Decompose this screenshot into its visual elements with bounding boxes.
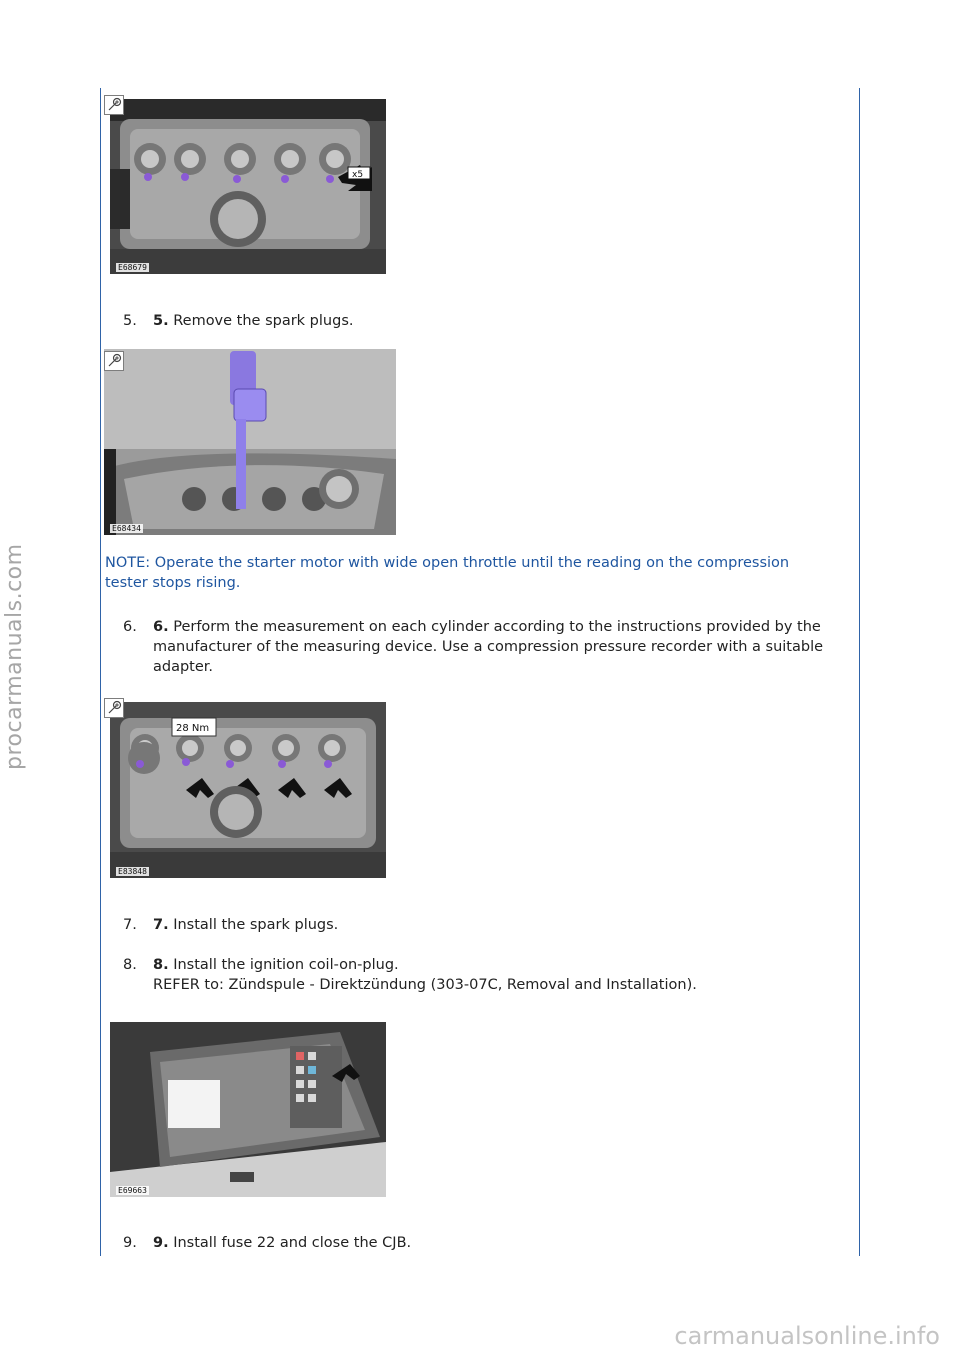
figure-code: E68434 [112, 524, 141, 533]
side-watermark: procarmanuals.com [2, 543, 27, 770]
step-number: 7. [123, 917, 137, 933]
step-text: 9. Install fuse 22 and close the CJB. [153, 1235, 412, 1251]
spark-plug-install-photo [110, 702, 386, 878]
figure-e83848 [104, 698, 386, 878]
figure-e69663 [110, 1022, 386, 1197]
step-number: 8. [123, 957, 137, 973]
note-text: NOTE: Operate the starter motor with wide open throttle until the reading on the compression tester stops rising. [105, 555, 790, 591]
right-margin-rule [859, 88, 860, 1256]
figure-e68434 [104, 349, 396, 535]
step-text: 6. Perform the measurement on each cylinder according to the instructions provided by the manufacturer of the measuring device. Use a compression pressure recorder with a suitable adapter. [153, 619, 824, 675]
step-text: 5. Remove the spark plugs. [153, 313, 354, 329]
coil-removal-photo [104, 349, 396, 535]
engine-photo [110, 99, 386, 274]
left-margin-rule [100, 88, 101, 1256]
step-number: 6. [123, 619, 137, 635]
zoom-plus-icon[interactable] [104, 95, 124, 115]
step-text: 7. Install the spark plugs. [153, 917, 339, 933]
step-reference[interactable]: REFER to: Zündspule - Direktzündung (303-07C, Removal and Installation). [153, 977, 697, 993]
step-text: 8. Install the ignition coil-on-plug. REFER to: Zündspule - Direktzündung (303-07C, Removal and Installation). [153, 957, 697, 993]
callout-x5: x5 [352, 170, 364, 180]
figure-e68679 [104, 95, 386, 274]
step-number: 9. [123, 1235, 137, 1251]
zoom-plus-icon[interactable] [104, 698, 124, 718]
figure-code: E68679 [118, 263, 147, 272]
cjb-photo [110, 1022, 386, 1197]
figure-code: E83848 [118, 867, 147, 876]
callout-torque: 28 Nm [176, 723, 210, 734]
step-number: 5. [123, 313, 137, 329]
footer-watermark: carmanualsonline.info [674, 1322, 940, 1350]
figure-code: E69663 [118, 1186, 147, 1195]
zoom-plus-icon[interactable] [104, 351, 124, 371]
